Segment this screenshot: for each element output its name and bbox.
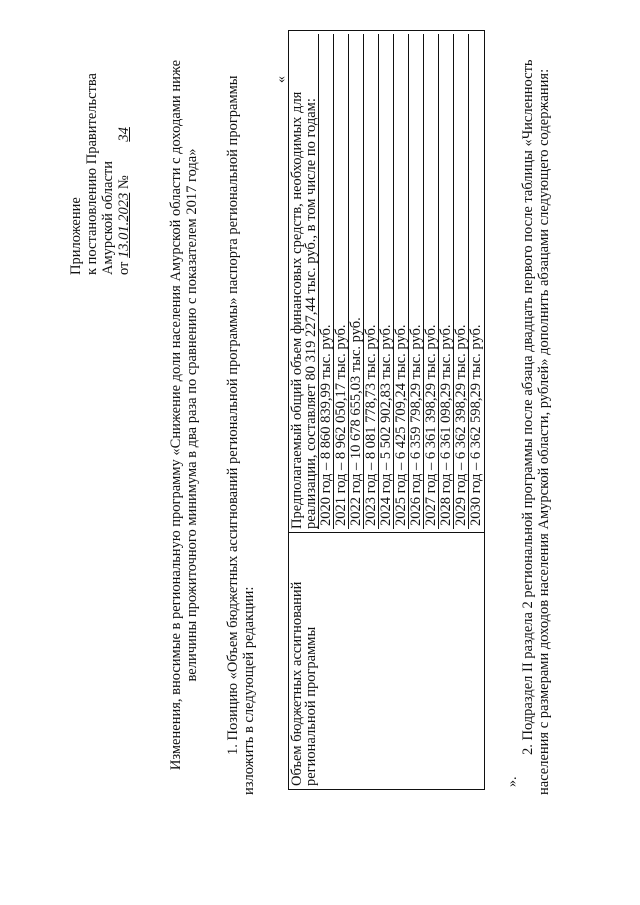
item-1-line-1: 1. Позицию «Объем бюджетных ассигнований региональной программы» паспорта региональной программы: [225, 75, 241, 755]
approval-line-3: Амурской области: [100, 161, 116, 275]
approval-line-2: к постановлению Правительства: [84, 73, 100, 275]
date-value: 13.01.2023: [116, 192, 132, 258]
year-row: 2027 год – 6 361 398,29 тыс. руб.: [423, 34, 438, 529]
approval-date-line: [116, 65, 132, 275]
year-row: 2024 год – 5 502 902,83 тыс. руб.: [378, 34, 393, 529]
year-row: 2023 год – 8 081 778,73 тыс. руб.: [363, 34, 378, 529]
title-line-1: Изменения, вносимые в региональную программу «Снижение доли населения Амурской области с доходами ниже: [168, 59, 184, 771]
year-row: 2029 год – 6 362 398,29 тыс. руб.: [453, 34, 468, 529]
year-row: 2028 год – 6 361 098,29 тыс. руб.: [438, 34, 453, 529]
close-quote: ».: [505, 776, 520, 787]
table-row: [289, 31, 485, 790]
table-intro: Предполагаемый общий объем финансовых средств, необходимых для реализации, составляет 80 319 227,44 тыс. руб., в том числе по годам:: [289, 91, 319, 529]
item-2-line-2: населения с размерами доходов населения Амурской области, рублей» дополнить абзацами следующего содержания:: [536, 68, 552, 795]
number-value: 34: [116, 127, 132, 142]
years-list: [318, 34, 483, 529]
year-row: 2030 год – 6 362 598,29 тыс. руб.: [468, 34, 483, 529]
year-row: 2022 год – 10 678 655,03 тыс. руб.: [348, 34, 363, 529]
year-row: 2026 год – 6 359 798,29 тыс. руб.: [408, 34, 423, 529]
year-row: 2021 год – 8 962 050,17 тыс. руб.: [333, 34, 348, 529]
item-1-paragraph: [225, 35, 257, 795]
item-2-paragraph: [520, 25, 552, 795]
item-1-line-2: изложить в следующей редакции:: [241, 586, 257, 795]
open-quote: «: [274, 76, 289, 83]
date-prefix: от: [116, 261, 132, 275]
table-label-cell: Объем бюджетных ассигнований региональной программы: [289, 533, 485, 790]
year-row: 2020 год – 8 860 839,99 тыс. руб.: [318, 34, 333, 529]
passport-table: [288, 30, 485, 790]
year-row: 2025 год – 6 425 709,24 тыс. руб.: [393, 34, 408, 529]
approval-stamp: [68, 65, 132, 275]
approval-line-1: Приложение: [68, 197, 84, 275]
table-value-cell: [289, 31, 485, 533]
number-prefix: №: [116, 175, 132, 190]
item-2-line-1: 2. Подраздел II раздела 2 региональной программы после абзаца двадцать первого после таблицы «Численность: [520, 59, 536, 755]
title-line-2: величины прожиточного минимума в два раза по сравнению с показателем 2017 года»: [184, 148, 200, 682]
document-title: [168, 55, 200, 775]
